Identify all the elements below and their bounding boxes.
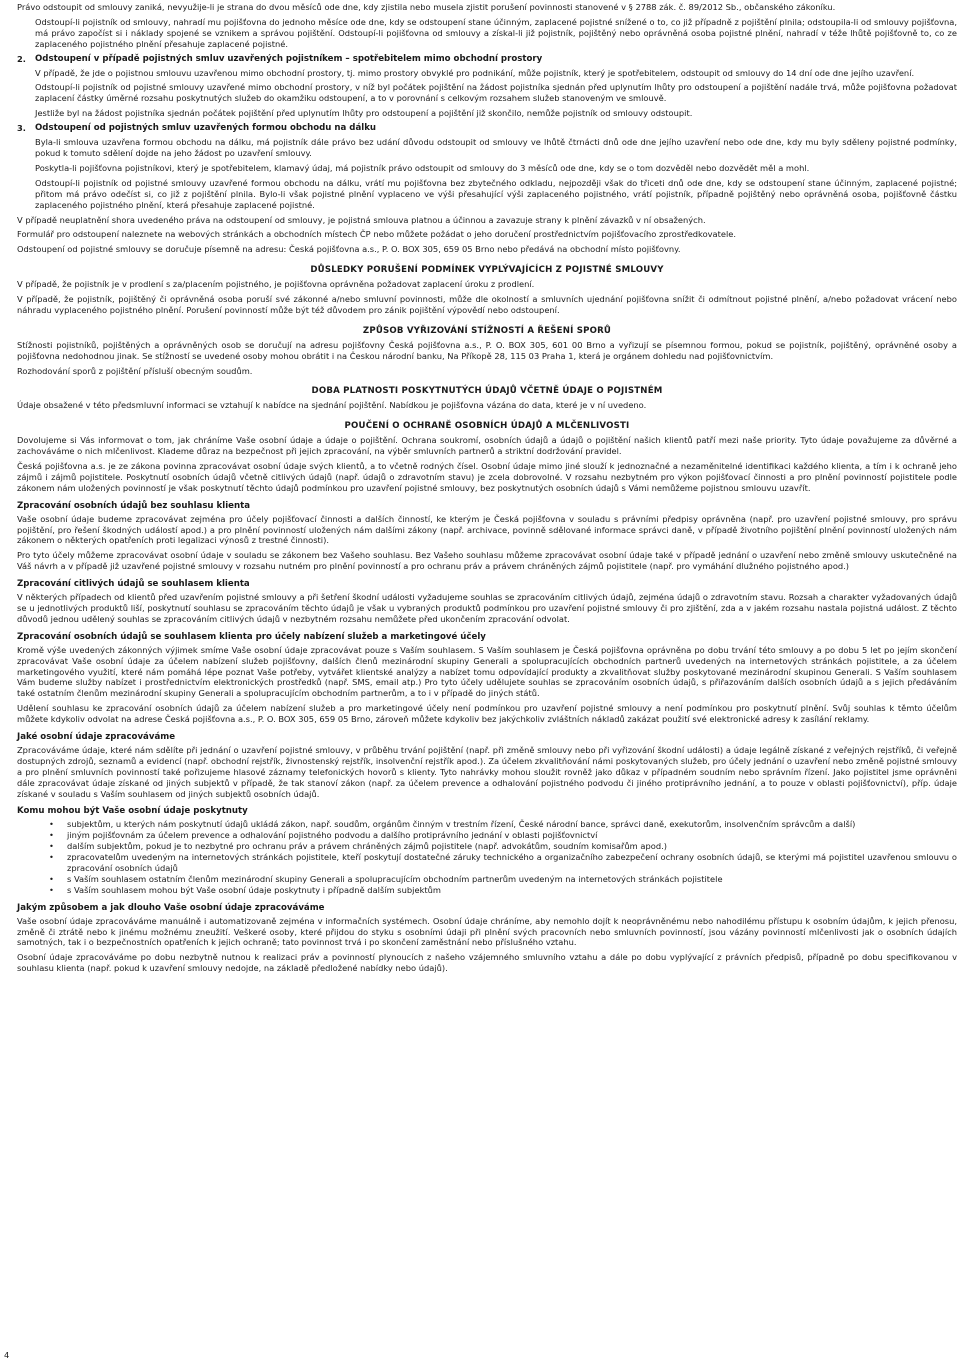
- bullet-icon: •: [49, 852, 54, 863]
- list-item-text: s Vaším souhlasem ostatním členům mezinárodní skupiny Generali a spolupracujícím obchodním partnerům uvedeným na internetových stránkách pojistitele: [67, 873, 723, 884]
- list-item-text: jiným pojišťovnám za účelem prevence a odhalování pojistného podvodu a dalšího protiprávního jednání v oblasti pojišťovnictví: [67, 830, 598, 841]
- recipients-list: [17, 819, 957, 895]
- intro-paragraph-1: Právo odstoupit od smlouvy zaniká, nevyužije-li je strana do dvou měsíců ode dne, kdy zjistila nebo musela zjistit porušení povinnosti stanovené v § 2788 zák. č. 89/2012 Sb., občanského zákoníku.: [17, 2, 836, 12]
- list-item-text: zpracovatelům uvedeným na internetových stránkách pojistitele, kteří poskytují dostatečné záruky technického a organizačního zabezpečení ochrany osobních údajů, se kterými má pojistitel uzavřenou smlouvu o zpracování osobních údajů: [67, 852, 957, 873]
- privacy-heading: POUČENÍ O OCHRANĚ OSOBNÍCH ÚDAJŮ A MLČENLIVOSTI: [344, 421, 630, 432]
- privacy-sub5-heading: Komu mohou být Vaše osobní údaje poskytnuty: [17, 806, 248, 817]
- bullet-icon: •: [49, 841, 54, 852]
- bullet-icon: •: [49, 884, 54, 895]
- intro-paragraph-2: Odstoupí-li pojistník od smlouvy, nahradí mu pojišťovna do jednoho měsíce ode dne, kdy se odstoupení stane účinným, zaplacené pojistné snížené o to, co již případně z pojištění plnila; odstoupila-li od smlouvy pojišťovna, má právo započíst si i náklady spojené se vznikem a správou pojištění. Odstoupí-li pojišťovna od smlouvy a získal-li již pojistník, pojištěný nebo oprávněná osoba pojistné plnění, nahradí v téže lhůtě pojišťovně to, co ze zaplaceného pojistného plnění přesahuje zaplacené pojistné.: [35, 16, 957, 49]
- validity-paragraph-1: Údaje obsažené v této předsmluvní informaci se vztahují k nabídce na sjednání pojištění. Nabídkou je pojišťovna vázána do data, které je v ní uvedeno.: [17, 400, 647, 411]
- privacy-sub3-paragraph-1: Kromě výše uvedených zákonných výjimek smíme Vaše osobní údaje zpracovávat pouze s Vaším souhlasem. S Vaším souhlasem je Česká pojišťovna oprávněna po dobu trvání této smlouvy a po dobu 5 let po jejím skončení zpracovávat Vaše osobní údaje za účelem nabízení služeb pojišťovny, dalších členů mezinárodní skupiny Generali a spolupracujících obchodních partnerů uvedených na internetových stránkách pojistitele, a za účelem marketingového využití, které nám pomáhá lépe poznat Vaše potřeby, vytvářet klientské analýzy a nabízet tomu odpovídající produkty a zkvalitňovat služby poskytované mezinárodní skupinou Generali. S Vaším souhlasem Vám budeme služby nabízet i prostřednictvím elektronických prostředků (např. SMS, email atp.) Pro tyto účely udělujete souhlas se zpracováním osobních údajů, s přiřazováním dalších osobních údajů a s jejich předáváním také ostatním členům mezinárodní skupiny Generali a spolupracujícím obchodním partnerům, a to i v případě do jiných států.: [17, 644, 957, 699]
- privacy-paragraph-1: Dovolujeme si Vás informovat o tom, jak chráníme Vaše osobní údaje a údaje o pojištění. Ochrana soukromí, osobních údajů a údajů o pojištění našich klientů patří mezi naše priority. Tyto údaje považujeme za důvěrné a zachováváme o nich mlčenlivost. Klademe důraz na bezpečnost při jejich zpracování, na výběr smluvních partnerů a striktní dodržování pravidel.: [17, 435, 957, 457]
- consequences-paragraph-1: V případě, že pojistník je v prodlení s za/placením pojistného, je pojišťovna oprávněna požadovat zaplacení úroku z prodlení.: [17, 279, 535, 290]
- privacy-sub1-heading: Zpracování osobních údajů bez souhlasu klienta: [17, 500, 251, 511]
- bullet-icon: •: [49, 819, 54, 830]
- list-item: [49, 819, 957, 830]
- section-2-paragraph-1: V případě, že jde o pojistnou smlouvu uzavřenou mimo obchodní prostory, tj. mimo prostory obvyklé pro podnikání, může pojistník, který je spotřebitelem, odstoupit od smlouvy do 14 dní ode dne jejího uzavření.: [35, 67, 915, 78]
- privacy-sub4-paragraph-1: Zpracováváme údaje, které nám sdělíte při jednání o uzavření pojistné smlouvy, v průběhu trvání pojištění (např. při změně smlouvy nebo při vyřizování škodní události) a údaje legálně získané z veřejných rejstříků, či veřejně dostupných zdrojů, seznamů a evidencí (např. obchodní rejstřík, živnostenský rejstřík, insolvenční rejstřík apod.). Za účelem zkvalitňování námi poskytovaných služeb, pro účely jednání o uzavření nebo změně pojistné smlouvy a pro plnění smluvních povinností také pořizujeme hlasové záznamy telefonických hovorů s klienty. Tyto nahrávky mohou sloužit rovněž jako důkaz v případném soudním nebo správním řízení. Jako pojistitel jsme oprávněni dále zpracovávat údaje získané od jiných subjektů v případě, že tak stanoví zákon (např. za účelem prevence a odhalování pojistného podvodu či jiného protiprávního jednání, a to pouze v oblasti pojišťovnictví), příp. údaje získané v souladu s Vaším souhlasem od jiných subjektů osobních údajů.: [17, 744, 957, 799]
- bullet-icon: •: [49, 873, 54, 884]
- list-item-text: s Vaším souhlasem mohou být Vaše osobní údaje poskytnuty i případně dalším subjektům: [67, 884, 441, 895]
- section-2-paragraph-2: Odstoupí-li pojistník od pojistné smlouvy uzavřené mimo obchodní prostory, v níž byl počátek pojištění na žádost pojistníka sjednán před uplynutím lhůty pro odstoupení a pojištění nadále trvá, může pojišťovna požadovat zaplacení částky úměrné rozsahu poskytnutých služeb do okamžiku odstoupení, a to v porovnání s celkovým rozsahem služeb stanoveným ve smlouvě.: [35, 82, 957, 104]
- privacy-sub1-paragraph-1: Vaše osobní údaje budeme zpracovávat zejména pro účely pojišťovací činnosti a dalších činností, ke kterým je Česká pojišťovna v souladu s právními předpisy oprávněna (např. pro uzavření pojistné smlouvy, pro správu pojištění, pro řešení škodných událostí apod.) a pro plnění povinností uložených nám dalšími zákony (např. archivace, povinně sdělované informace správci daně, v případě životního pojištění plnění povinností uložených nám zákonem o některých opatřeních proti legalizaci výnosů z trestné činnosti).: [17, 513, 957, 546]
- section-3: [17, 123, 957, 210]
- consequences-paragraph-2: V případě, že pojistník, pojištěný či oprávněná osoba poruší své zákonné a/nebo smluvní povinnosti, může dle okolností a smluvních ujednání pojišťovna snížit či odmítnout pojistné plnění, a/nebo požadovat vrácení nebo náhradu vyplaceného pojistného plnění. Porušení povinností může být též důvodem pro zánik pojištění výpovědí nebo odstoupení.: [17, 294, 957, 315]
- bullet-icon: •: [49, 830, 54, 841]
- complaints-paragraph-1: Stížnosti pojistníků, pojištěných a oprávněných osob se doručují na adresu pojišťovny Česká pojišťovna a.s., P. O. BOX 305, 601 00 Brno a vyřizují se písemnou formou, pokud se pojistník, pojištěný, oprávněné osoby a pojišťovna nedohodnou jinak. Se stížností se uvedené osoby mohou obrátit i na Českou národní banku, Na Příkopě 28, 115 03 Praha 1, která je orgánem dohledu nad pojišťovnictvím.: [17, 339, 957, 361]
- privacy-sub3-heading: Zpracování osobních údajů se souhlasem klienta pro účely nabízení služeb a marketingové účely: [17, 631, 486, 642]
- privacy-sub4-heading: Jaké osobní údaje zpracováváme: [17, 732, 176, 743]
- privacy-sub3-paragraph-2: Udělení souhlasu ke zpracování osobních údajů za účelem nabízení služeb a pro marketingové účely není podmínkou pro uzavření pojistné smlouvy a není podmínkou pro poskytnutí plnění. Svůj souhlas k těmto účelům můžete kdykoliv odvolat na adrese Česká pojišťovna a.s., P. O. BOX 305, 659 05 Brno, zároveň můžete kdykoliv bez jakýchkoliv zvláštních nákladů zakázat použití své elektronické adresy k zasílání reklamy.: [17, 703, 957, 725]
- list-item: [49, 852, 957, 874]
- complaints-heading: ZPŮSOB VYŘIZOVÁNÍ STÍŽNOSTÍ A ŘEŠENÍ SPORŮ: [362, 325, 612, 336]
- privacy-sub6-heading: Jakým způsobem a jak dlouho Vaše osobní údaje zpracováváme: [17, 902, 325, 913]
- privacy-sub6-paragraph-2: Osobní údaje zpracováváme po dobu nezbytně nutnou k realizaci práv a povinností plynoucích z našeho vzájemného smluvního vztahu a dále po dobu vyplývající z právních předpisů, případně po dobu specifikovanou v souhlasu klienta (např. pokud k uzavření smlouvy nedojde, na základě předložené nabídky nebo údajů).: [17, 952, 957, 974]
- privacy-sub2-paragraph-1: V některých případech od klientů před uzavřením pojistné smlouvy a při šetření škodní události vyžadujeme souhlas se zpracováním citlivých údajů, zejména údajů o zdravotním stavu. Rozsah a charakter vyžadovaných údajů se u jednotlivých produktů liší, poskytnutí souhlasu se zpracováním těchto údajů je však u vybraných produktů podmínkou pro uzavření pojistné smlouvy či pro zjištění, zda a v jakém rozsahu nastala pojistná událost. Z těchto důvodů jednou udělený souhlas se zpracováním citlivých údajů v nezbytném rozsahu nemůžete před ukončením zpracování odvolat.: [17, 592, 957, 624]
- list-item: [49, 841, 957, 852]
- section-3-heading: Odstoupení od pojistných smluv uzavřených formou obchodu na dálku: [35, 123, 377, 134]
- page-number: 4: [4, 1350, 10, 1360]
- privacy-sub2-heading: Zpracování citlivých údajů se souhlasem klienta: [17, 579, 250, 590]
- validity-heading: DOBA PLATNOSTI POSKYTNUTÝCH ÚDAJŮ VČETNĚ ÚDAJE O POJISTNÉM: [311, 386, 663, 397]
- privacy-sub1-paragraph-2: Pro tyto účely můžeme zpracovávat osobní údaje v souladu se zákonem bez Vašeho souhlasu. Bez Vašeho souhlasu můžeme zpracovávat osobní údaje také v případě jednání o uzavření nebo změně smlouvy uskutečněné na Váš návrh a v případě již uzavřené pojistné smlouvy v rozsahu nutném pro plnění povinností a pro ochranu práv a právem chráněných zájmů pojistitele (např. pro vymáhání dlužného pojistného apod.): [17, 550, 957, 572]
- document: [17, 2, 957, 978]
- section-3-paragraph-2: Poskytla-li pojišťovna pojistníkovi, který je spotřebitelem, klamavý údaj, má pojistník právo odstoupit od smlouvy do 3 měsíců ode dne, kdy se o tom dozvěděl nebo dozvědět měl a mohl.: [35, 162, 810, 173]
- after-paragraph-2: Formulář pro odstoupení naleznete na webových stránkách a obchodních místech ČP nebo můžete požádat o jeho doručení prostřednictvím pojišťovacího zprostředkovatele.: [17, 229, 737, 240]
- section-3-number: 3.: [17, 123, 26, 134]
- section-3-paragraph-1: Byla-li smlouva uzavřena formou obchodu na dálku, má pojistník dále právo bez udání důvodu odstoupit od smlouvy ve lhůtě čtrnácti dnů ode dne jejího uzavření nebo ode dne, kdy mu byly sděleny pojistné podmínky, pokud k tomuto sdělení dojde na jeho žádost po uzavření smlouvy.: [35, 137, 957, 158]
- section-2-number: 2.: [17, 53, 26, 64]
- section-2-paragraph-3: Jestliže byl na žádost pojistníka sjednán počátek pojištění před uplynutím lhůty pro odstoupení a pojištění již skončilo, nemůže pojistník od smlouvy odstoupit.: [35, 108, 693, 119]
- after-paragraph-3: Odstoupení od pojistné smlouvy se doručuje písemně na adresu: Česká pojišťovna a.s., P. O. BOX 305, 659 05 Brno nebo předává na obchodní místo pojišťovny.: [17, 244, 681, 255]
- list-item: [49, 884, 957, 896]
- list-item-text: subjektům, u kterých nám poskytnutí údajů ukládá zákon, např. soudům, orgánům činným v trestním řízení, České národní bance, správci daně, exekutorům, insolvenčním správcům a další): [67, 819, 856, 830]
- privacy-sub6-paragraph-1: Vaše osobní údaje zpracováváme manuálně i automatizovaně zejména v informačních systémech. Osobní údaje chráníme, aby nemohlo dojít k neoprávněnému nebo nahodilému přístupu k osobním údajům, k jejich přenosu, změně či ztrátě nebo k jinému možnému zneužití. Veškeré osoby, které přijdou do styku s osobními údaji při plnění svých pracovních nebo smluvních povinností, jsou vázány povinností mlčenlivosti jak o osobních údajích samotných, tak i o bezpečnostních opatřeních k jejich ochraně; tato povinnost trvá i po skončení zaměstnání nebo příslušného vztahu.: [17, 915, 957, 948]
- after-paragraph-1: V případě neuplatnění shora uvedeného práva na odstoupení od smlouvy, je pojistná smlouva platnou a účinnou a zavazuje strany k plnění závazků v ní obsažených.: [17, 214, 706, 225]
- section-2: [17, 54, 957, 120]
- complaints-paragraph-2: Rozhodování sporů z pojištění přísluší obecným soudům.: [17, 365, 253, 376]
- section-3-paragraph-3: Odstoupí-li pojistník od pojistné smlouvy uzavřené formou obchodu na dálku, vrátí mu pojišťovna bez zbytečného odkladu, nejpozději však do třiceti dnů ode dne, kdy se odstoupení stane účinným, zaplacené pojistné; přitom má právo odečíst si, co již z pojištění plnila. Bylo-li však pojistné plnění vyplaceno ve výši přesahující výši zaplaceného pojistného, vrátí pojistník, případně pojištěný nebo oprávněná osoba, pojišťovně částku zaplaceného pojistného plnění, která přesahuje zaplacené pojistné.: [35, 177, 957, 210]
- list-item: [49, 830, 957, 841]
- list-item: [49, 873, 957, 885]
- list-item-text: dalším subjektům, pokud je to nezbytné pro ochranu práv a právem chráněných zájmů pojistitele (např. advokátům, soudním komisařům apod.): [67, 841, 667, 852]
- consequences-heading: DŮSLEDKY PORUŠENÍ PODMÍNEK VYPLÝVAJÍCÍCH Z POJISTNÉ SMLOUVY: [310, 265, 664, 276]
- privacy-paragraph-2: Česká pojišťovna a.s. je ze zákona povinna zpracovávat osobní údaje svých klientů, a to včetně rodných čísel. Osobní údaje mimo jiné slouží k jednoznačné a nezaměnitelné identifikaci každého klienta, a tím i k ochraně jeho zájmů i zájmů pojistitele. Poskytnutí osobních údajů včetně citlivých údajů (např. údajů o zdravotním stavu) je zcela dobrovolné. V rozsahu nezbytném pro výkon pojišťovací činnosti a pro plnění povinností pojistitele podle zákonem nám uložených povinností je však poskytnutí těchto údajů podmínkou pro uzavření pojistné smlouvy, bez poskytnutých osobních údajů s Vámi nemůžeme pojistnou smlouvu uzavřít.: [17, 461, 957, 493]
- section-2-heading: Odstoupení v případě pojistných smluv uzavřených pojistníkem – spotřebitelem mimo obchodní prostory: [35, 53, 543, 64]
